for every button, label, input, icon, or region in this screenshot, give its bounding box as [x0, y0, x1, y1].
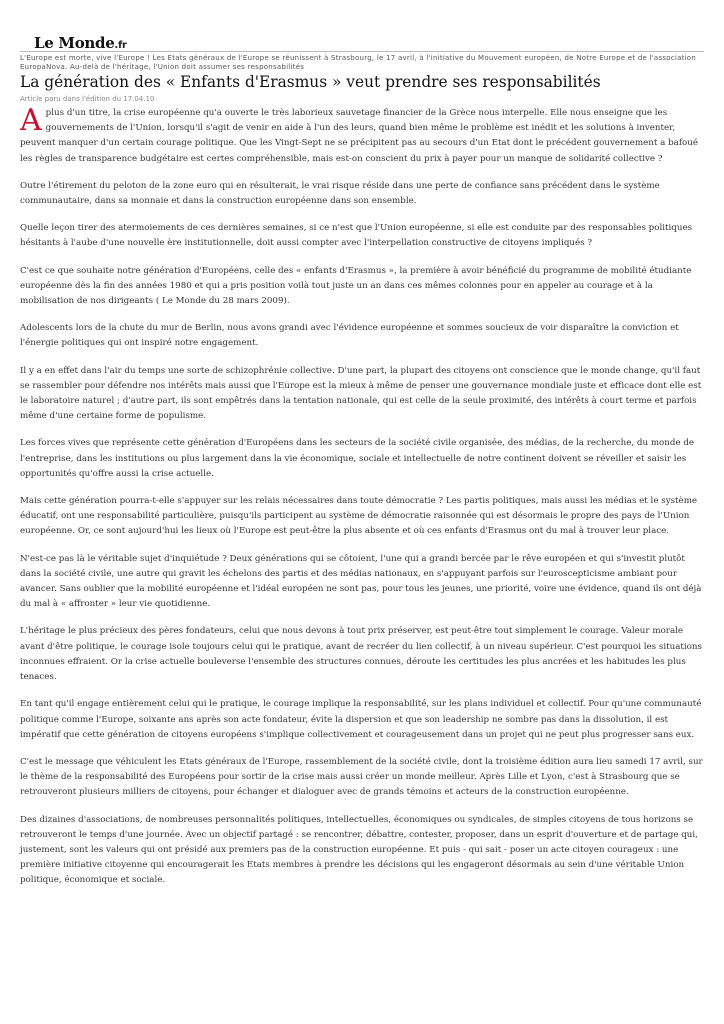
body-paragraph: Les forces vives que représente cette génération d'Européens dans les secteurs de la société civile organisée, des médias, de la recherche, du monde de l'entreprise, dans les institutions ou plus largement dans la vie économique, sociale et intellectuelle de notre continent doivent se réveiller et saisir les opportunités qu'offre aussi la crise actuelle. — [20, 438, 695, 479]
body-paragraph: Adolescents lors de la chute du mur de Berlin, nous avons grandi avec l'évidence européenne et sommes soucieux de voir disparaître la conviction et l'énergie politiques qui ont inspiré notre engagement. — [20, 323, 679, 349]
lead-paragraph — [20, 103, 704, 167]
drop-cap: A — [20, 103, 42, 138]
body-paragraph: N'est-ce pas là le véritable sujet d'inquiétude ? Deux générations qui se côtoient, l'une qui a grandi bercée par le rêve européen et qui s'investit plutôt dans la société civile, une autre qui gravit les échelons des partis et des médias nationaux, en s'appuyant parfois sur l'euroscepticisme ambiant pour avancer. Sans oublier que la mobilité européenne et l'idéal européen ne sont pas, pour tous les jeunes, une priorité, voire une évidence, quand ils ont déjà du mal à « affronter » leur vie quotidienne. — [20, 553, 702, 610]
article-kicker: L'Europe est morte, vive l'Europe ! Les Etats généraux de l'Europe se réunissent à Strasbourg, le 17 avril, à l'initiative du Mouvement européen, de Notre Europe et de l'association EuropaNova. Au-delà de l'héritage, l'Union doit assumer ses responsabilités — [20, 54, 697, 71]
article-headline: La génération des « Enfants d'Erasmus » veut prendre ses responsabilités — [20, 73, 601, 91]
body-paragraph: Des dizaines d'associations, de nombreuses personnalités politiques, intellectuelles, économiques ou syndicales, de simples citoyens de tous horizons se retrouveront le temps d'une journée. Avec un objectif partagé : se rencontrer, débattre, contester, proposer, dans un esprit d'ouverture et de partage qui, justement, sont les valeurs qui ont présidé aux premiers pas de la construction européenne. Et puis - qui sait - poser un acte citoyen courageux : une première initiative citoyenne qui encouragerait les Etats membres à prendre les décisions qui les engageront désormais au sein d'une véritable Union politique, économique et sociale. — [20, 814, 698, 886]
body-paragraph: Quelle leçon tirer des atermoiements de ces dernières semaines, si ce n'est que l'Union européenne, si elle est conduite par des responsables politiques hésitants à l'aube d'une nouvelle ère institutionnelle, doit aussi compter avec l'interpellation constructive de citoyens impliqués ? — [20, 223, 693, 249]
header-divider — [20, 51, 704, 52]
article-dateline: Article paru dans l'édition du 17.04.10 — [20, 95, 155, 103]
body-paragraph: L'héritage le plus précieux des pères fondateurs, celui que nous devons à tout prix préserver, est peut-être tout simplement le courage. Valeur morale avant d'être politique, le courage isole toujours celui qui le pratique, avant de recréer du lien collectif, à un niveau supérieur. C'est pourquoi les situations inconnues effraient. Or la crise actuelle bouleverse l'ensemble des structures connues, déroute les certitudes les plus ancrées et les habitudes les plus tenaces. — [20, 626, 702, 683]
body-paragraph: Mais cette génération pourra-t-elle s'appuyer sur les relais nécessaires dans toute démocratie ? Les partis politiques, mais aussi les médias et le système éducatif, ont une responsabilité particulière, puisqu'ils participent au système de démocratie raisonnée qui est désormais le propre des pays de l'Union européenne. Or, ce sont aujourd'hui les lieux où l'Europe est peut-être la plus absente et où ces enfants d'Erasmus ont du mal à trouver leur place. — [20, 496, 698, 537]
lead-text: plus d'un titre, la crise européenne qu'a ouverte le très laborieux sauvetage financier de la Grèce nous interpelle. Elle nous enseigne que les gouvernements de l'Union, lorsqu'il s'agit de venir en aide à l'un des leurs, quand bien même le problème est inédit et les solutions à inventer, peuvent manquer d'un certain courage politique. Que les Vingt-Sept ne se précipitent pas au secours d'un Etat dont le précédent gouvernement a bafoué les règles de transparence budgétaire est certes compréhensible, mais est-on conscient du prix à payer pour un manque de solidarité collective ? — [20, 108, 699, 164]
body-paragraph: C'est ce que souhaite notre génération d'Européens, celle des « enfants d'Erasmus », la première à avoir bénéficié du programme de mobilité étudiante européenne dès la fin des années 1980 et qui a pris position voilà tout juste un an dans ces mêmes colonnes pour en appeler au courage et à la mobilisation de nos dirigeants ( Le Monde du 28 mars 2009). — [20, 265, 692, 307]
le-monde-logo[interactable] — [34, 34, 127, 52]
article-body — [20, 103, 704, 901]
body-paragraph: En tant qu'il engage entièrement celui qui le pratique, le courage implique la responsabilité, sur les plans individuel et collectif. Pour qu'une communauté politique comme l'Europe, soixante ans après son acte fondateur, évite la dispersion et que son leadership ne sombre pas dans la dissolution, il est impératif que cette génération de citoyens européens s'implique collectivement et courageusement dans un projet qui ne peut plus progresser sans eux. — [20, 699, 702, 740]
body-paragraph: Il y a en effet dans l'air du temps une sorte de schizophrénie collective. D'une part, la plupart des citoyens ont conscience que le monde change, qu'il faut se rassembler pour défendre nos intérêts mais aussi que l'Europe est la mieux à même de penser une gouvernance mondiale juste et efficace dont elle est le laboratoire naturel ; d'autre part, ils sont empêtrés dans la tentation nationale, qui est celle de la seule proximité, des intérêts à court terme et parfois même d'une certaine forme de populisme. — [20, 365, 702, 422]
body-paragraph: C'est le message que véhiculent les Etats généraux de l'Europe, rassemblement de la société civile, dont la troisième édition aura lieu samedi 17 avril, sur le thème de la responsabilité des Européens pour sortir de la crise mais aussi créer un monde meilleur. Après Lille et Lyon, c'est à Strasbourg que se retrouveront plusieurs milliers de citoyens, pour échanger et dialoguer avec de grands témoins et acteurs de la construction européenne. — [20, 756, 703, 798]
logo-suffix: .fr — [114, 40, 127, 51]
logo-text: Le Monde — [34, 34, 115, 52]
body-paragraph: Outre l'étirement du peloton de la zone euro qui en résulterait, le vrai risque réside dans une perte de confiance sans précédent dans le système communautaire, dans sa monnaie et dans la construction européenne dans son ensemble. — [20, 180, 660, 207]
